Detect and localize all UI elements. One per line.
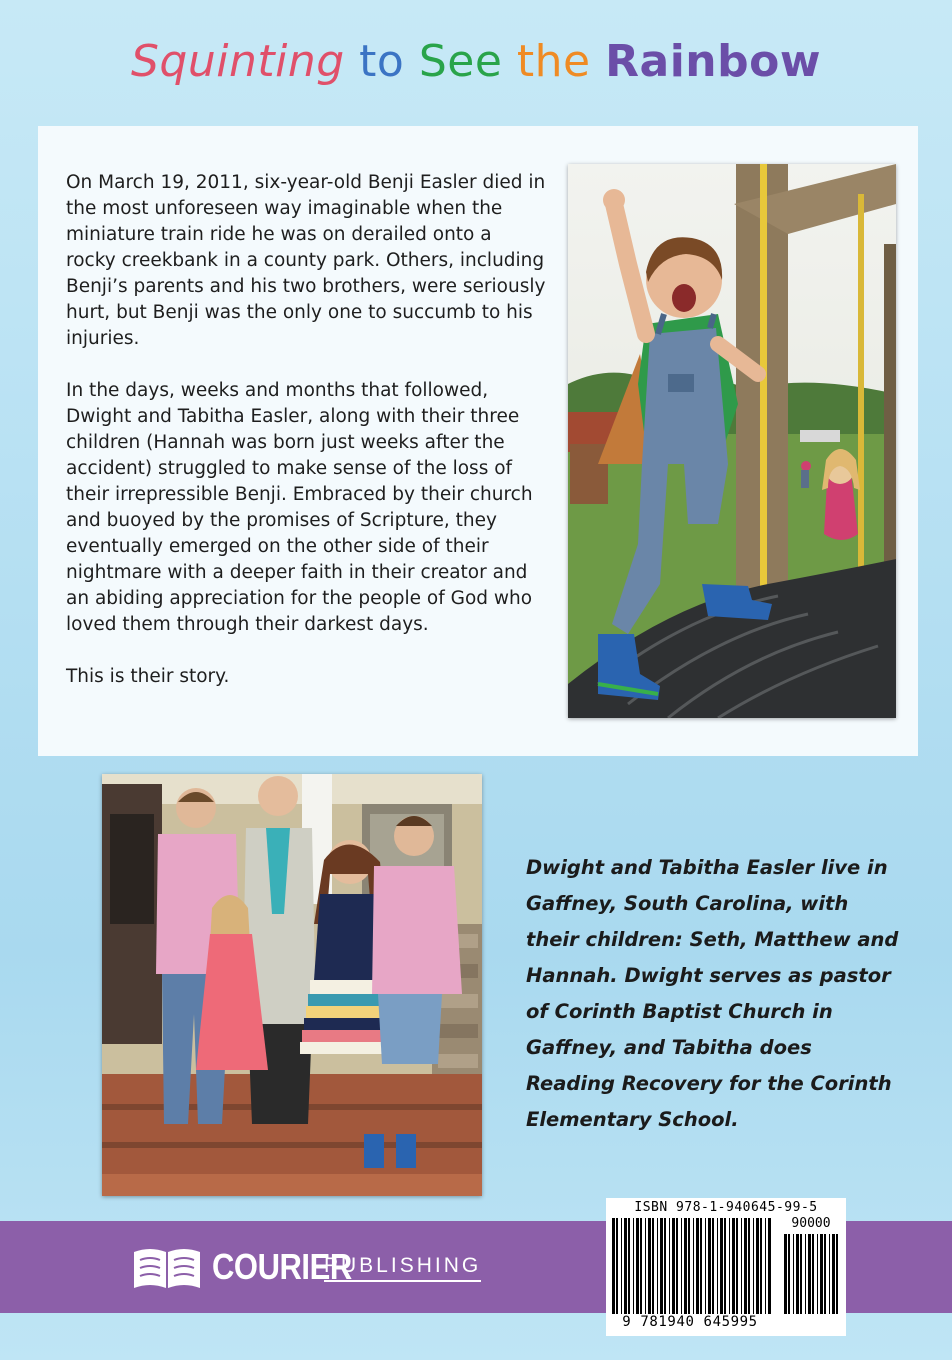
title-word-squinting: Squinting — [131, 36, 345, 87]
publisher-suffix: PUBLISHING — [324, 1254, 481, 1282]
price-code: 90000 — [791, 1216, 831, 1231]
author-bio: Dwight and Tabitha Easler live in Gaffney, South Carolina, with their children: Seth, Matthew and Hannah. Dwight serves as pastor of Corinth Baptist Church in Gaffney, and Tabitha does Reading Recovery for the Corinth Elementary School. — [526, 856, 899, 1131]
barcode-digits: 9 781940 645995 — [622, 1314, 758, 1330]
photo-easler-family — [102, 774, 482, 1196]
story-paragraph-1: On March 19, 2011, six-year-old Benji Easler died in the most unforeseen way imaginable when the miniature train ride he was on derailed onto a rocky creekbank in a county park. Others, including Benji’s parents and his two brothers, were seriously hurt, but Benji was the only one to succumb to his injuries. — [66, 172, 546, 349]
isbn-barcode — [606, 1198, 846, 1336]
isbn-number: ISBN 978-1-940645-99-5 — [634, 1200, 818, 1215]
book-title — [0, 36, 952, 87]
story-panel — [38, 126, 918, 756]
open-book-icon — [130, 1244, 204, 1290]
addon-bars — [782, 1234, 842, 1314]
title-word-to: to — [359, 36, 405, 87]
photo-boy-playground — [568, 164, 896, 718]
title-word-see: See — [418, 36, 503, 87]
story-paragraph-3: This is their story. — [66, 666, 230, 687]
story-paragraph-2: In the days, weeks and months that followed, Dwight and Tabitha Easler, along with their three children (Hannah was born just weeks after the accident) struggled to make sense of the loss of their irrepressible Benji. Embraced by their church and buoyed by the promises of Scripture, they eventually emerged on the other side of their nightmare with a deeper faith in their creator and an abiding appreciation for the people of God who loved them through their darkest days. — [66, 380, 533, 635]
ean-bars — [610, 1218, 774, 1314]
publisher-name: COURIER — [212, 1246, 352, 1287]
title-word-the: the — [516, 36, 591, 87]
story-text — [66, 170, 546, 716]
title-word-rainbow: Rainbow — [605, 36, 821, 87]
